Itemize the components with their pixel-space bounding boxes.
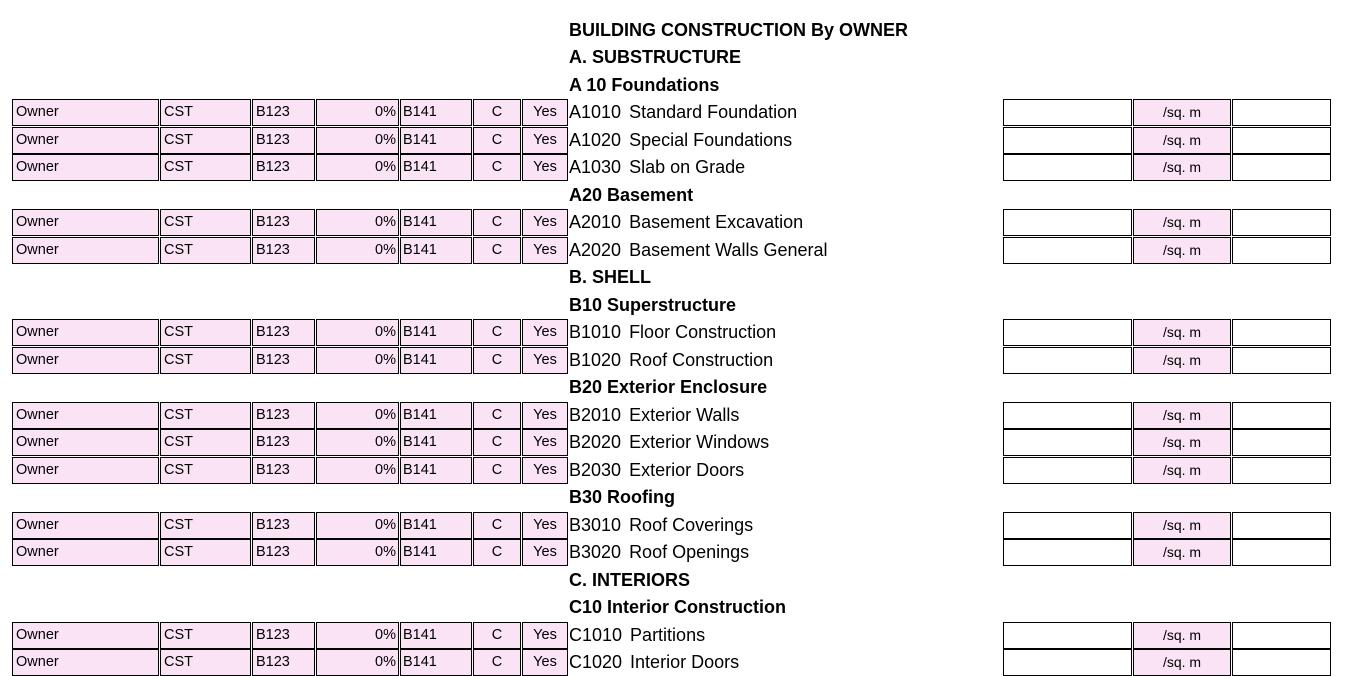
item-code: B3020 [569, 542, 622, 562]
cost-input-cell[interactable] [1003, 154, 1132, 181]
cost-input-cell[interactable] [1003, 429, 1132, 456]
unit-cell[interactable]: /sq. m [1133, 237, 1231, 264]
yes-cell[interactable]: Yes [522, 622, 568, 649]
owner-cell[interactable]: Owner [12, 237, 159, 264]
yes-cell[interactable]: Yes [522, 457, 568, 484]
yes-cell[interactable]: Yes [522, 319, 568, 346]
table-row [0, 457, 1362, 484]
item-code: B1010 [569, 322, 622, 342]
b123-cell[interactable]: B123 [252, 209, 315, 236]
yes-cell[interactable]: Yes [522, 512, 568, 539]
c-cell[interactable]: C [473, 539, 521, 566]
item-code: B3010 [569, 514, 622, 535]
unit-cell[interactable]: /sq. m [1133, 457, 1231, 484]
percent-cell[interactable]: 0% [316, 237, 399, 264]
item-name: Roof Openings [629, 542, 750, 562]
cost-input-cell[interactable] [1003, 127, 1132, 154]
unit-cell[interactable]: /sq. m [1133, 347, 1231, 374]
total-cell[interactable] [1232, 649, 1331, 676]
group-heading: A 10 Foundations [569, 74, 720, 95]
yes-cell[interactable]: Yes [522, 237, 568, 264]
owner-cell[interactable]: Owner [12, 209, 159, 236]
cost-input-cell[interactable] [1003, 237, 1132, 264]
b123-cell[interactable]: B123 [252, 649, 315, 676]
unit-cell[interactable]: /sq. m [1133, 622, 1231, 649]
unit-cell[interactable]: /sq. m [1133, 127, 1231, 154]
yes-cell[interactable]: Yes [522, 402, 568, 429]
b123-cell[interactable]: B123 [252, 402, 315, 429]
b123-cell[interactable]: B123 [252, 154, 315, 181]
table-row [0, 649, 1362, 676]
owner-cell[interactable]: Owner [12, 154, 159, 181]
group-heading: B10 Superstructure [569, 294, 737, 315]
unit-cell[interactable]: /sq. m [1133, 209, 1231, 236]
c-cell[interactable]: C [473, 622, 521, 649]
cst-cell[interactable]: CST [160, 347, 251, 374]
cost-input-cell[interactable] [1003, 402, 1132, 429]
total-cell[interactable] [1232, 457, 1331, 484]
table-row [0, 319, 1362, 346]
percent-cell[interactable]: 0% [316, 127, 399, 154]
item-name: Exterior Doors [629, 459, 745, 480]
unit-cell[interactable]: /sq. m [1133, 154, 1231, 181]
total-cell[interactable] [1232, 539, 1331, 566]
yes-cell[interactable]: Yes [522, 127, 568, 154]
cost-input-cell[interactable] [1003, 319, 1132, 346]
b123-cell[interactable]: B123 [252, 622, 315, 649]
percent-cell[interactable]: 0% [316, 649, 399, 676]
item-code: A1020 [569, 129, 622, 150]
c-cell[interactable]: C [473, 402, 521, 429]
table-row [0, 154, 1362, 181]
b123-cell[interactable]: B123 [252, 539, 315, 566]
item-code: C1010 [569, 624, 623, 645]
cost-input-cell[interactable] [1003, 539, 1132, 566]
unit-cell[interactable]: /sq. m [1133, 649, 1231, 676]
item-code: B2030 [569, 459, 622, 480]
item-description [569, 209, 803, 236]
percent-cell[interactable]: 0% [316, 512, 399, 539]
cost-input-cell[interactable] [1003, 622, 1132, 649]
yes-cell[interactable]: Yes [522, 209, 568, 236]
b123-cell[interactable]: B123 [252, 347, 315, 374]
cst-cell[interactable]: CST [160, 209, 251, 236]
item-code: B1020 [569, 349, 622, 370]
percent-cell[interactable]: 0% [316, 539, 399, 566]
b141-cell[interactable]: B141 [400, 457, 472, 484]
item-name: Slab on Grade [629, 157, 746, 177]
total-cell[interactable] [1232, 429, 1331, 456]
section-heading: B. SHELL [569, 267, 652, 287]
owner-cell[interactable]: Owner [12, 127, 159, 154]
percent-cell[interactable]: 0% [316, 99, 399, 126]
b123-cell[interactable]: B123 [252, 99, 315, 126]
unit-cell[interactable]: /sq. m [1133, 402, 1231, 429]
b141-cell[interactable]: B141 [400, 622, 472, 649]
total-cell[interactable] [1232, 319, 1331, 346]
yes-cell[interactable]: Yes [522, 539, 568, 566]
cst-cell[interactable]: CST [160, 649, 251, 676]
item-name: Standard Foundation [629, 102, 798, 122]
total-cell[interactable] [1232, 237, 1331, 264]
total-cell[interactable] [1232, 154, 1331, 181]
item-description [569, 347, 773, 374]
item-name: Special Foundations [629, 129, 793, 150]
item-description [569, 649, 739, 676]
item-name: Roof Coverings [629, 514, 754, 535]
cost-input-cell[interactable] [1003, 209, 1132, 236]
b123-cell[interactable]: B123 [252, 429, 315, 456]
group-heading: B30 Roofing [569, 487, 675, 507]
b123-cell[interactable]: B123 [252, 237, 315, 264]
b141-cell[interactable]: B141 [400, 512, 472, 539]
cst-cell[interactable]: CST [160, 622, 251, 649]
b141-cell[interactable]: B141 [400, 539, 472, 566]
cst-cell[interactable]: CST [160, 99, 251, 126]
c-cell[interactable]: C [473, 429, 521, 456]
cost-input-cell[interactable] [1003, 512, 1132, 539]
table-row [0, 512, 1362, 539]
item-description [569, 99, 797, 126]
item-description [569, 237, 827, 264]
item-code: B2010 [569, 404, 622, 425]
b141-cell[interactable]: B141 [400, 319, 472, 346]
c-cell[interactable]: C [473, 319, 521, 346]
owner-cell[interactable]: Owner [12, 512, 159, 539]
b123-cell[interactable]: B123 [252, 512, 315, 539]
item-code: C1020 [569, 652, 623, 672]
cst-cell[interactable]: CST [160, 512, 251, 539]
item-description [569, 402, 739, 429]
b141-cell[interactable]: B141 [400, 237, 472, 264]
c-cell[interactable]: C [473, 347, 521, 374]
owner-cell[interactable]: Owner [12, 457, 159, 484]
total-cell[interactable] [1232, 209, 1331, 236]
sheet-title: BUILDING CONSTRUCTION By OWNER [569, 20, 908, 40]
table-row [0, 99, 1362, 126]
c-cell[interactable]: C [473, 154, 521, 181]
unit-cell[interactable]: /sq. m [1133, 429, 1231, 456]
cst-cell[interactable]: CST [160, 127, 251, 154]
owner-cell[interactable]: Owner [12, 99, 159, 126]
b141-cell[interactable]: B141 [400, 649, 472, 676]
owner-cell[interactable]: Owner [12, 429, 159, 456]
b141-cell[interactable]: B141 [400, 429, 472, 456]
unit-cell[interactable]: /sq. m [1133, 99, 1231, 126]
item-code: A1030 [569, 157, 622, 177]
item-description [569, 539, 749, 566]
b141-cell[interactable]: B141 [400, 154, 472, 181]
item-code: A1010 [569, 102, 622, 122]
total-cell[interactable] [1232, 512, 1331, 539]
yes-cell[interactable]: Yes [522, 99, 568, 126]
b123-cell[interactable]: B123 [252, 319, 315, 346]
percent-cell[interactable]: 0% [316, 402, 399, 429]
table-row [0, 402, 1362, 429]
cst-cell[interactable]: CST [160, 402, 251, 429]
item-description [569, 512, 753, 539]
item-description [569, 457, 744, 484]
item-description [569, 127, 792, 154]
c-cell[interactable]: C [473, 649, 521, 676]
yes-cell[interactable]: Yes [522, 649, 568, 676]
owner-cell[interactable]: Owner [12, 347, 159, 374]
percent-cell[interactable]: 0% [316, 429, 399, 456]
item-code: A2020 [569, 239, 622, 260]
item-name: Basement Excavation [629, 212, 804, 232]
percent-cell[interactable]: 0% [316, 209, 399, 236]
owner-cell[interactable]: Owner [12, 539, 159, 566]
c-cell[interactable]: C [473, 209, 521, 236]
percent-cell[interactable]: 0% [316, 622, 399, 649]
item-code: A2010 [569, 212, 622, 232]
b141-cell[interactable]: B141 [400, 402, 472, 429]
item-name: Partitions [630, 624, 706, 645]
item-description [569, 622, 705, 649]
table-row [0, 127, 1362, 154]
unit-cell[interactable]: /sq. m [1133, 319, 1231, 346]
total-cell[interactable] [1232, 622, 1331, 649]
b141-cell[interactable]: B141 [400, 127, 472, 154]
c-cell[interactable]: C [473, 512, 521, 539]
item-name: Roof Construction [629, 349, 774, 370]
table-row [0, 209, 1362, 236]
item-name: Interior Doors [630, 652, 740, 672]
total-cell[interactable] [1232, 99, 1331, 126]
b141-cell[interactable]: B141 [400, 99, 472, 126]
unit-cell[interactable]: /sq. m [1133, 512, 1231, 539]
item-description [569, 319, 776, 346]
yes-cell[interactable]: Yes [522, 347, 568, 374]
item-name: Floor Construction [629, 322, 777, 342]
unit-cell[interactable]: /sq. m [1133, 539, 1231, 566]
yes-cell[interactable]: Yes [522, 429, 568, 456]
cst-cell[interactable]: CST [160, 457, 251, 484]
group-heading: A20 Basement [569, 184, 694, 205]
b141-cell[interactable]: B141 [400, 209, 472, 236]
percent-cell[interactable]: 0% [316, 347, 399, 374]
cost-input-cell[interactable] [1003, 99, 1132, 126]
c-cell[interactable]: C [473, 237, 521, 264]
total-cell[interactable] [1232, 127, 1331, 154]
group-heading: C10 Interior Construction [569, 597, 787, 617]
item-code: B2020 [569, 432, 622, 452]
owner-cell[interactable]: Owner [12, 402, 159, 429]
c-cell[interactable]: C [473, 457, 521, 484]
percent-cell[interactable]: 0% [316, 154, 399, 181]
yes-cell[interactable]: Yes [522, 154, 568, 181]
group-heading: B20 Exterior Enclosure [569, 377, 768, 397]
cost-input-cell[interactable] [1003, 649, 1132, 676]
b141-cell[interactable]: B141 [400, 347, 472, 374]
cst-cell[interactable]: CST [160, 539, 251, 566]
cost-input-cell[interactable] [1003, 457, 1132, 484]
owner-cell[interactable]: Owner [12, 622, 159, 649]
item-description [569, 429, 769, 456]
table-row [0, 539, 1362, 566]
section-heading: C. INTERIORS [569, 569, 691, 590]
item-name: Exterior Walls [629, 404, 740, 425]
cst-cell[interactable]: CST [160, 154, 251, 181]
b123-cell[interactable]: B123 [252, 127, 315, 154]
percent-cell[interactable]: 0% [316, 457, 399, 484]
cst-cell[interactable]: CST [160, 429, 251, 456]
table-row [0, 429, 1362, 456]
percent-cell[interactable]: 0% [316, 319, 399, 346]
c-cell[interactable]: C [473, 127, 521, 154]
cst-cell[interactable]: CST [160, 237, 251, 264]
owner-cell[interactable]: Owner [12, 319, 159, 346]
table-row [0, 237, 1362, 264]
total-cell[interactable] [1232, 347, 1331, 374]
total-cell[interactable] [1232, 402, 1331, 429]
section-heading: A. SUBSTRUCTURE [569, 47, 742, 67]
table-row [0, 347, 1362, 374]
b123-cell[interactable]: B123 [252, 457, 315, 484]
item-name: Basement Walls General [629, 239, 828, 260]
item-description [569, 154, 745, 181]
table-row [0, 622, 1362, 649]
c-cell[interactable]: C [473, 99, 521, 126]
item-name: Exterior Windows [629, 432, 770, 452]
cst-cell[interactable]: CST [160, 319, 251, 346]
owner-cell[interactable]: Owner [12, 649, 159, 676]
cost-input-cell[interactable] [1003, 347, 1132, 374]
